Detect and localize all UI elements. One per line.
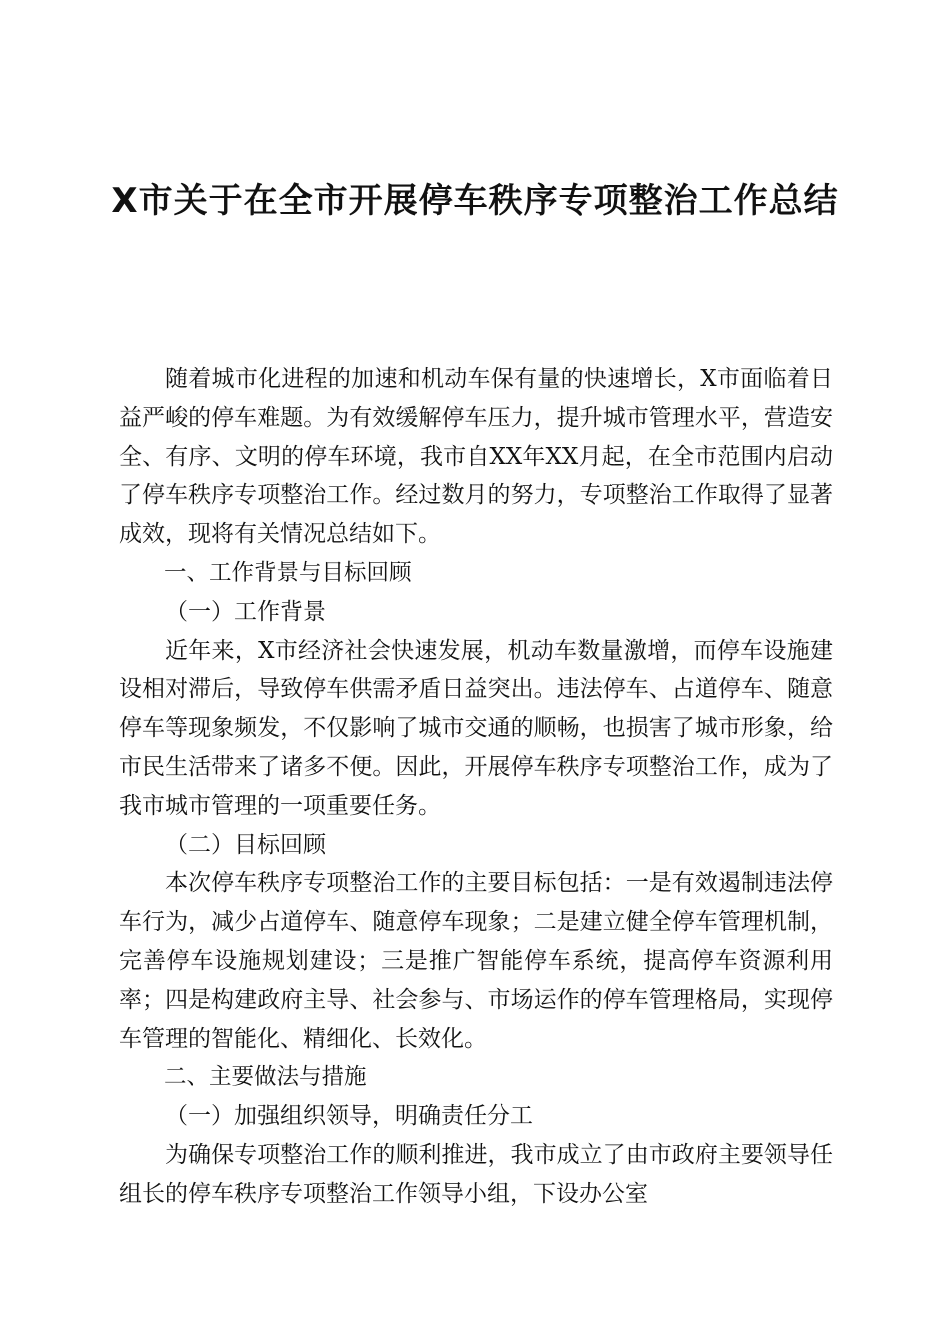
document-title: X市关于在全市开展停车秩序专项整治工作总结: [111, 181, 839, 221]
intro-paragraph: 随着城市化进程的加速和机动车保有量的快速增长，X市面临着日益严峻的停车难题。为有效缓解停车压力，提升城市管理水平，营造安全、有序、文明的停车环境，我市自XX年XX月起，在全市范围内启动了停车秩序专项整治工作。经过数月的努力，专项整治工作取得了显著成效，现将有关情况总结如下。: [119, 366, 833, 548]
document-body: [119, 360, 833, 1214]
section-1-2-paragraph: 本次停车秩序专项整治工作的主要目标包括：一是有效遏制违法停车行为，减少占道停车、随意停车现象；二是建立健全停车管理机制，完善停车设施规划建设；三是推广智能停车系统，提高停车资源利用率；四是构建政府主导、社会参与、市场运作的停车管理格局，实现停车管理的智能化、精细化、长效化。: [119, 870, 833, 1052]
section-2-heading: 二、主要做法与措施: [164, 1064, 367, 1091]
section-1-heading: 一、工作背景与目标回顾: [164, 559, 412, 586]
section-2-1-heading: （一）加强组织领导，明确责任分工: [165, 1103, 533, 1130]
section-2-1-paragraph: 为确保专项整治工作的顺利推进，我市成立了由市政府主要领导任组长的停车秩序专项整治工作领导小组，下设办公室: [119, 1141, 833, 1207]
section-1-1-heading: （一）工作背景: [165, 598, 326, 625]
section-1-2-heading: （二）目标回顾: [165, 831, 326, 858]
section-1-1-paragraph: 近年来，X市经济社会快速发展，机动车数量激增，而停车设施建设相对滞后，导致停车供需矛盾日益突出。违法停车、占道停车、随意停车等现象频发，不仅影响了城市交通的顺畅，也损害了城市形象，给市民生活带来了诸多不便。因此，开展停车秩序专项整治工作，成为了我市城市管理的一项重要任务。: [119, 637, 833, 819]
